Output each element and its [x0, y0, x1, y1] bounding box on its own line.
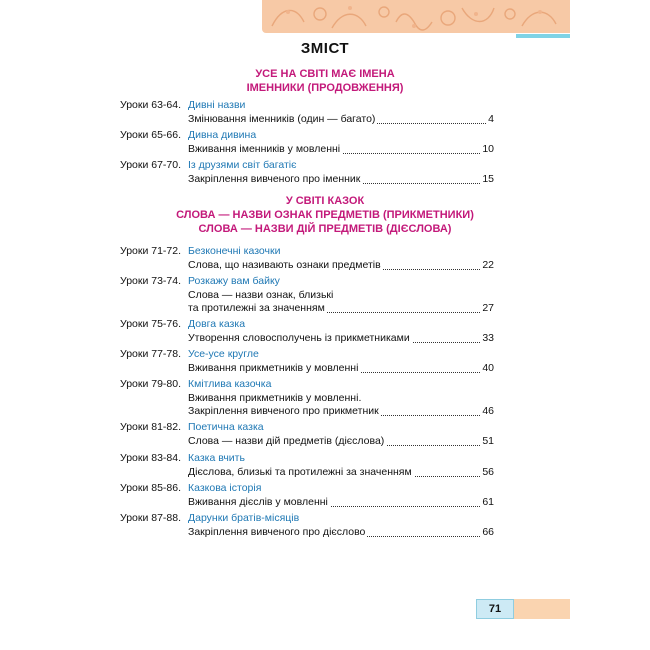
topic-row — [188, 332, 494, 345]
decorative-banner — [262, 0, 570, 33]
lesson-label: Уроки 87-88. — [120, 512, 182, 524]
topic-row — [188, 496, 494, 509]
lesson-label: Уроки 67-70. — [120, 159, 182, 171]
page-ref: 22 — [482, 259, 494, 271]
page-ref: 33 — [482, 332, 494, 344]
page-title: ЗМІСТ — [300, 40, 350, 57]
lesson-title-link[interactable]: Довга казка — [188, 318, 246, 330]
topic-row — [188, 113, 494, 126]
lesson-title-link[interactable]: Казкова історія — [188, 482, 262, 494]
topic-row — [188, 405, 494, 418]
topic-text: Закріплення вивченого про дієслово — [188, 526, 366, 538]
lesson-title-link[interactable]: Усе-усе кругле — [188, 348, 259, 360]
topic-row — [188, 173, 494, 186]
topic-text: Утворення словосполучень із прикметниками — [188, 332, 410, 344]
lesson-label: Уроки 77-78. — [120, 348, 182, 360]
section-title-line: СЛОВА — НАЗВИ ОЗНАК ПРЕДМЕТІВ (ПРИКМЕТНИКИ) — [176, 209, 474, 221]
lesson-label: Уроки 73-74. — [120, 275, 182, 287]
section-title — [0, 67, 650, 95]
page-ref: 66 — [482, 526, 494, 538]
lesson-title-link[interactable]: Розкажу вам байку — [188, 275, 280, 287]
page-ref: 61 — [482, 496, 494, 508]
topic-text: Закріплення вивченого про іменник — [188, 173, 361, 185]
lesson-title-link[interactable]: Дивна дивина — [188, 129, 257, 141]
lesson-label: Уроки 65-66. — [120, 129, 182, 141]
topic-row — [188, 526, 494, 539]
page-ref: 40 — [482, 362, 494, 374]
topic-row — [188, 289, 494, 302]
topic-row — [188, 466, 494, 479]
topic-text: Слова — назви ознак, близькі — [188, 289, 334, 301]
topic-text: Вживання прикметників у мовленні. — [188, 392, 362, 404]
page-ref: 10 — [482, 143, 494, 155]
lesson-title-link[interactable]: Кмітлива казочка — [188, 378, 272, 390]
topic-text: Дієслова, близькі та протилежні за значенням — [188, 466, 412, 478]
lesson-label: Уроки 81-82. — [120, 421, 182, 433]
topic-row — [188, 302, 494, 315]
topic-row — [188, 362, 494, 375]
page-ref: 15 — [482, 173, 494, 185]
topic-text: Слова, що називають ознаки предметів — [188, 259, 381, 271]
lesson-title-link[interactable]: Дивні назви — [188, 99, 246, 111]
lesson-title-link[interactable]: Поетична казка — [188, 421, 264, 433]
section-title-line: У СВІТІ КАЗОК — [285, 195, 365, 207]
lesson-title-link[interactable]: Дарунки братів-місяців — [188, 512, 300, 524]
lesson-title-link[interactable]: Безконечні казочки — [188, 245, 281, 257]
lesson-label: Уроки 75-76. — [120, 318, 182, 330]
lesson-label: Уроки 79-80. — [120, 378, 182, 390]
lesson-title-link[interactable]: Із друзями світ багатіє — [188, 159, 297, 171]
topic-row — [188, 392, 494, 405]
lesson-label: Уроки 71-72. — [120, 245, 182, 257]
topic-text: Закріплення вивченого про прикметник — [188, 405, 379, 417]
section-title — [0, 194, 650, 236]
page-ref: 56 — [482, 466, 494, 478]
page-ref: 51 — [482, 435, 494, 447]
lesson-label: Уроки 85-86. — [120, 482, 182, 494]
page-ref: 46 — [482, 405, 494, 417]
ornament-pattern-icon — [262, 0, 570, 33]
topic-row — [188, 435, 494, 448]
section-title-line: УСЕ НА СВІТІ МАЄ ІМЕНА — [255, 68, 395, 80]
page-ref: 27 — [482, 302, 494, 314]
lesson-title-link[interactable]: Казка вчить — [188, 452, 245, 464]
topic-text: Вживання іменників у мовленні — [188, 143, 341, 155]
section-title-line: ІМЕННИКИ (ПРОДОВЖЕННЯ) — [246, 82, 404, 94]
topic-row — [188, 143, 494, 156]
page-ref: 4 — [488, 113, 494, 125]
topic-text: Вживання прикметників у мовленні — [188, 362, 359, 374]
topic-row — [188, 259, 494, 272]
topic-text: Слова — назви дій предметів (дієслова) — [188, 435, 385, 447]
topic-text: та протилежні за значенням — [188, 302, 325, 314]
page-number: 71 — [476, 599, 514, 619]
topic-text: Змінювання іменників (один — багато) — [188, 113, 376, 125]
section-title-line: СЛОВА — НАЗВИ ДІЙ ПРЕДМЕТІВ (ДІЄСЛОВА) — [198, 223, 452, 235]
lesson-label: Уроки 83-84. — [120, 452, 182, 464]
accent-stripe — [516, 34, 570, 38]
topic-text: Вживання дієслів у мовленні — [188, 496, 328, 508]
lesson-label: Уроки 63-64. — [120, 99, 182, 111]
